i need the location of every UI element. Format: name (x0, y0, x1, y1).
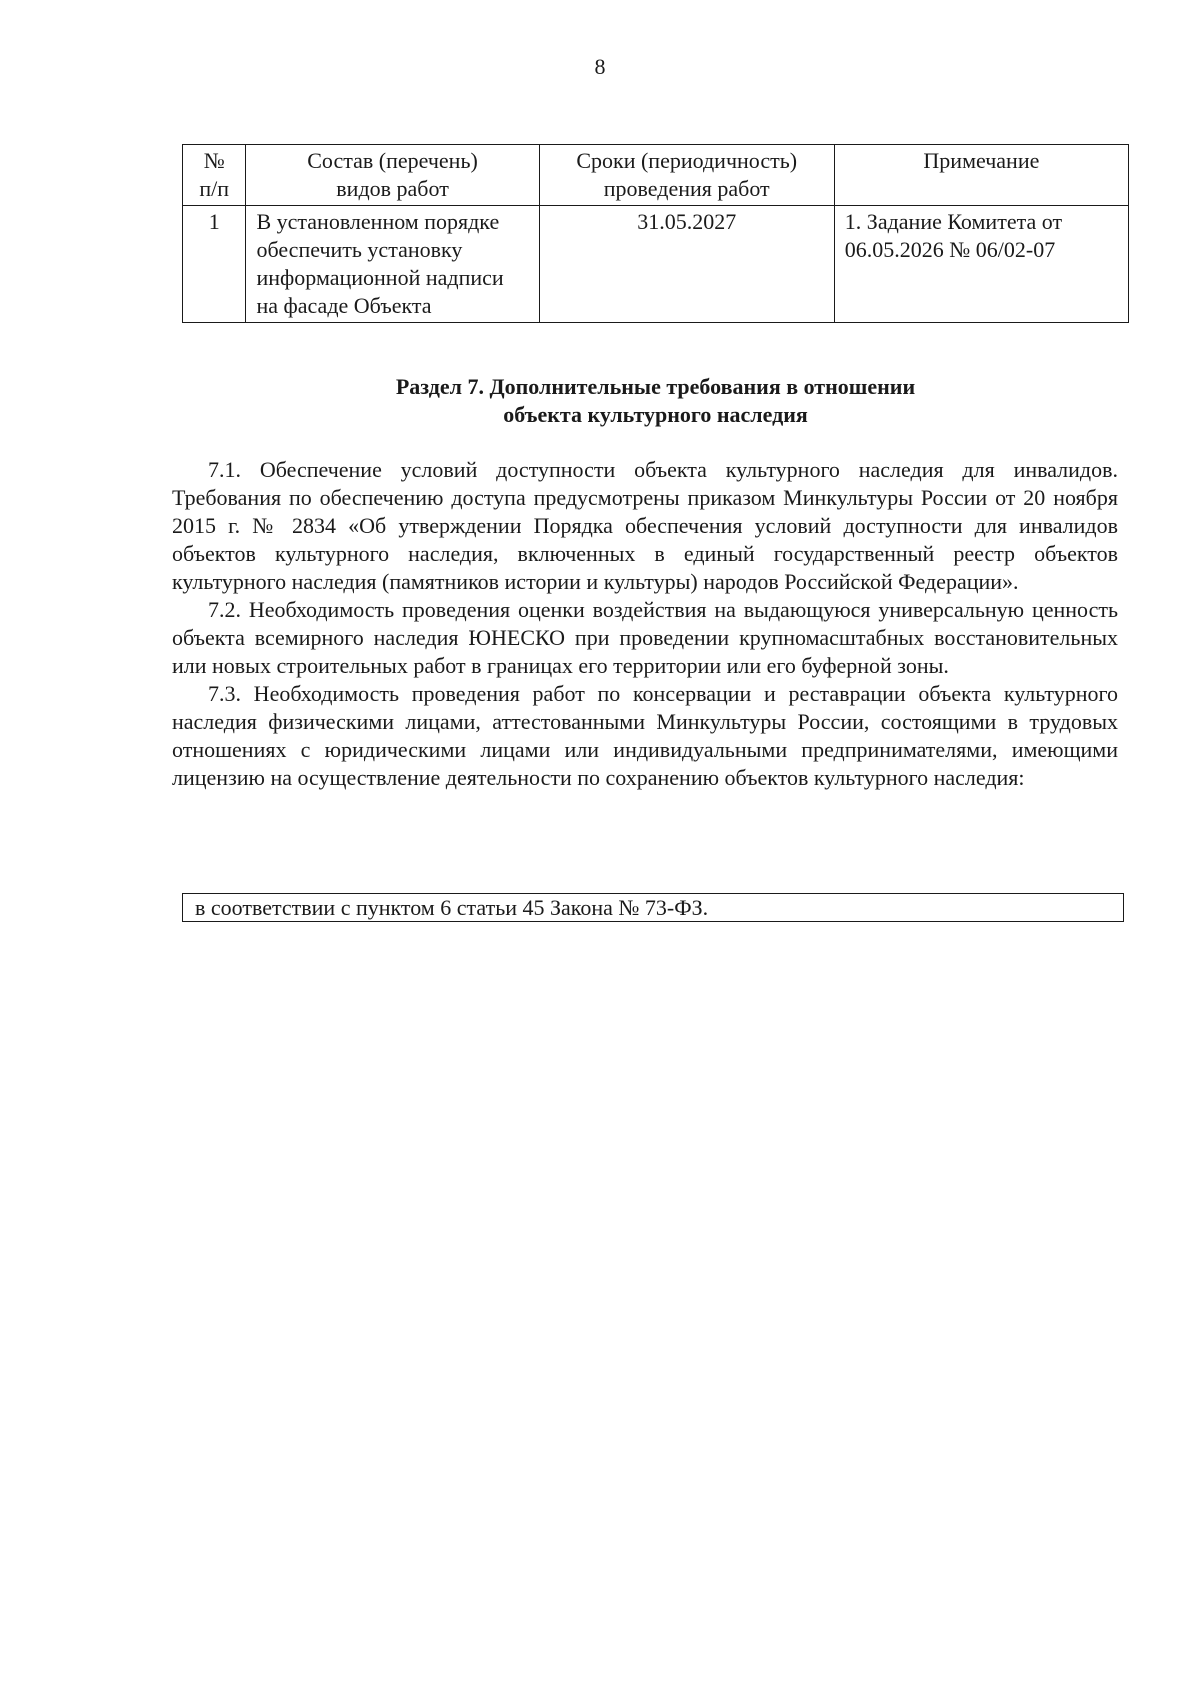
header-work-line2: видов работ (336, 176, 449, 201)
table-row (183, 206, 1129, 323)
answer-box: в соответствии с пунктом 6 статьи 45 Закона № 73-ФЗ. (182, 893, 1124, 922)
header-note: Примечание (834, 145, 1128, 206)
table-header-row (183, 145, 1129, 206)
section-body (172, 456, 1118, 792)
section-title (182, 373, 1129, 429)
header-work-line1: Состав (перечень) (307, 148, 478, 173)
header-term-line1: Сроки (периодичность) (576, 148, 798, 173)
cell-work: В установленном порядке обеспечить установку информационной надписи на фасаде Объекта (246, 206, 539, 323)
header-num (183, 145, 246, 206)
header-term (539, 145, 834, 206)
cell-num: 1 (183, 206, 246, 323)
section-title-line2: объекта культурного наследия (503, 402, 808, 427)
paragraph-7-1: 7.1. Обеспечение условий доступности объекта культурного наследия для инвалидов. Требования по обеспечению доступа предусмотрены приказом Минкультуры России от 20 ноября 2015 г. № 2834 «Об утверждении Порядка обеспечения условий доступности для инвалидов объектов культурного наследия, включенных в единый государственный реестр объектов культурного наследия (памятников истории и культуры) народов Российской Федерации». (172, 457, 1118, 594)
paragraph-7-2: 7.2. Необходимость проведения оценки воздействия на выдающуюся универсальную ценность объекта всемирного наследия ЮНЕСКО при проведении крупномасштабных восстановительных или новых строительных работ в границах его территории или его буферной зоны. (172, 597, 1118, 678)
header-work (246, 145, 539, 206)
header-num-line2: п/п (199, 176, 230, 201)
paragraph-7-3: 7.3. Необходимость проведения работ по консервации и реставрации объекта культурного наследия физическими лицами, аттестованными Минкультуры России, состоящими в трудовых отношениях с юридическими лицами или индивидуальными предпринимателями, имеющими лицензию на осуществление деятельности по сохранению объектов культурного наследия: (172, 681, 1118, 790)
cell-term: 31.05.2027 (539, 206, 834, 323)
header-term-line2: проведения работ (603, 176, 770, 201)
works-table (182, 144, 1129, 323)
cell-note: 1. Задание Комитета от 06.05.2026 № 06/02-07 (834, 206, 1128, 323)
section-title-line1: Раздел 7. Дополнительные требования в отношении (395, 374, 916, 399)
page-number: 8 (594, 54, 606, 79)
header-num-line1: № (203, 148, 225, 173)
